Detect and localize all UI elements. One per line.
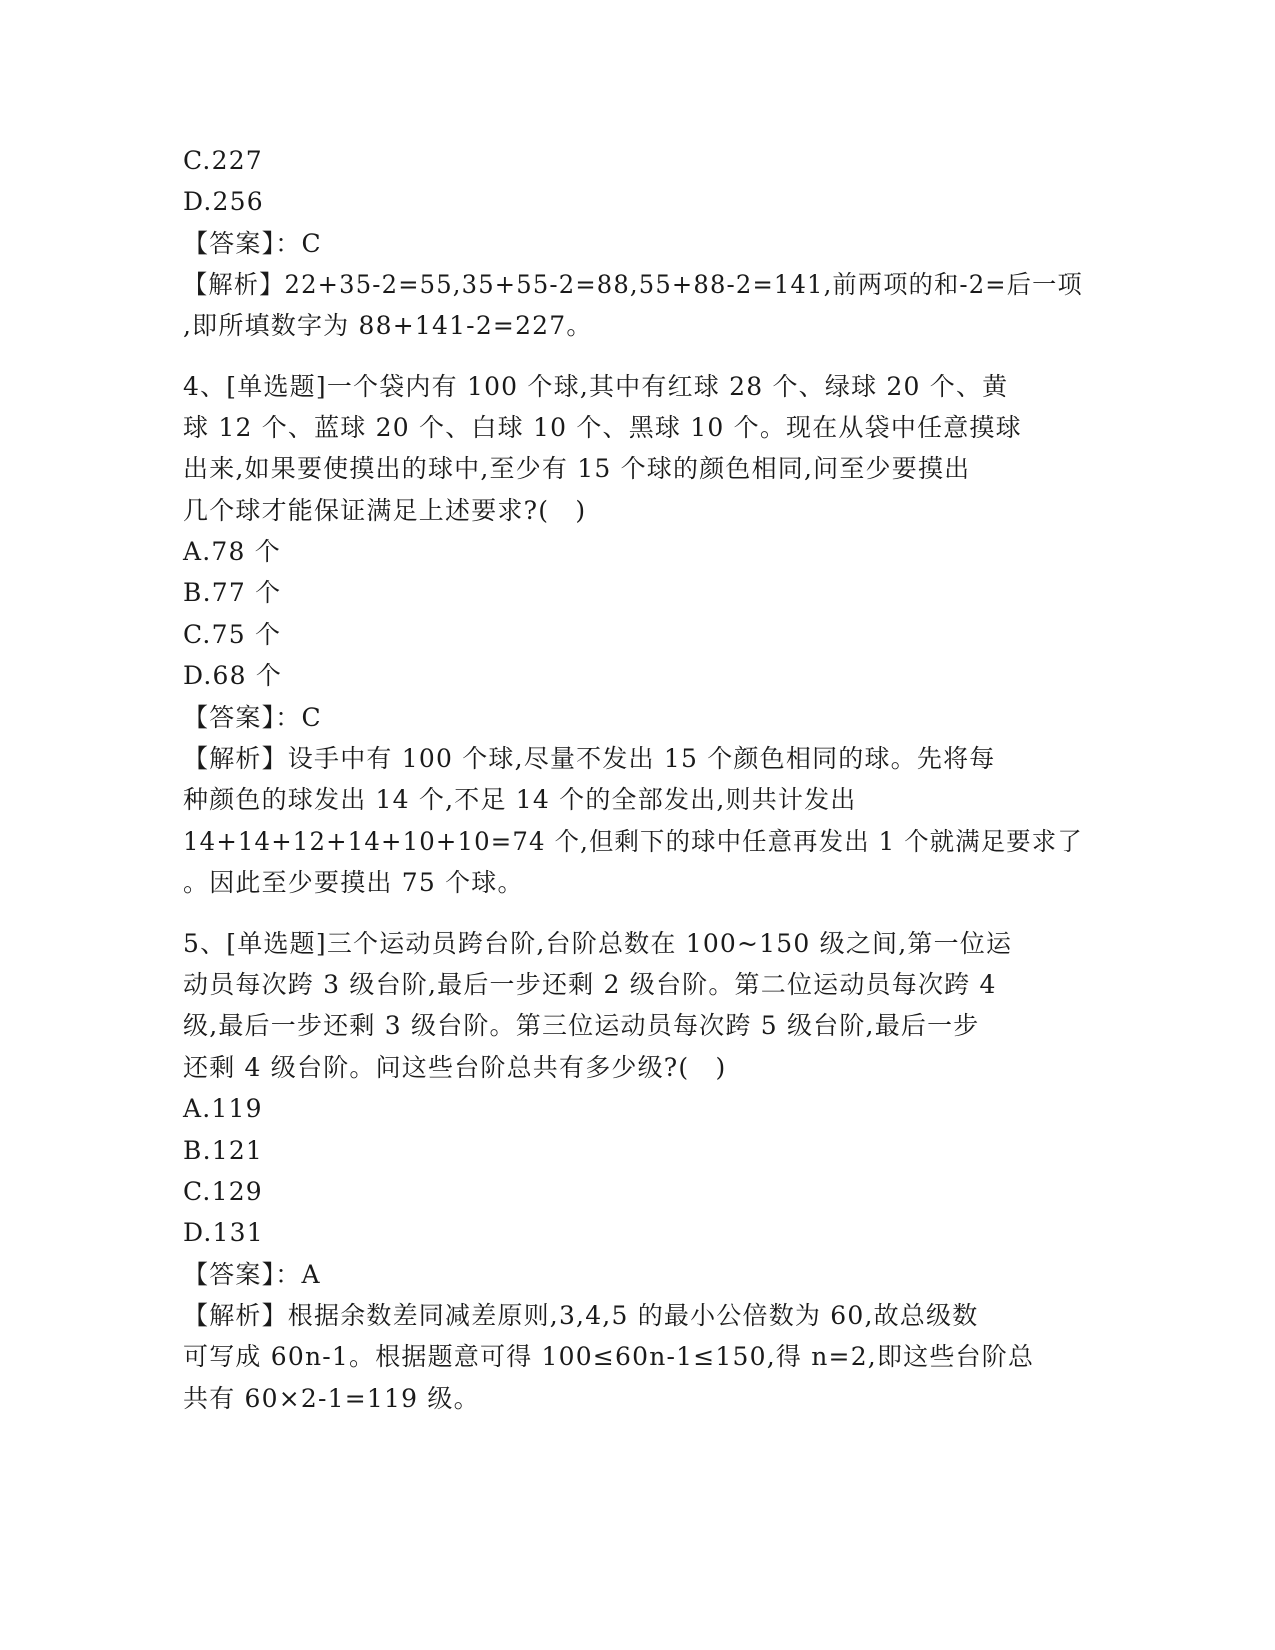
q4-analysis-line: 种颜色的球发出 14 个,不足 14 个的全部发出,则共计发出 — [183, 785, 857, 814]
q4-option-a: A.78 个 — [183, 537, 281, 566]
q5-stem-line: 还剩 4 级台阶。问这些台阶总共有多少级?( ) — [183, 1053, 727, 1082]
q5-analysis-line: 【解析】根据余数差同减差原则,3,4,5 的最小公倍数为 60,故总级数 — [183, 1301, 979, 1330]
q3-option-d: D.256 — [183, 187, 264, 216]
q4-stem-line: 球 12 个、蓝球 20 个、白球 10 个、黑球 10 个。现在从袋中任意摸球 — [183, 413, 1022, 442]
q5-stem-line: 5、[单选题]三个运动员跨台阶,台阶总数在 100~150 级之间,第一位运 — [183, 929, 1013, 958]
q3-option-c: C.227 — [183, 146, 263, 175]
q4-option-d: D.68 个 — [183, 661, 283, 690]
q5-option-b: B.121 — [183, 1136, 264, 1165]
q5-option-a: A.119 — [183, 1094, 263, 1123]
q5-answer: 【答案】：A — [183, 1260, 321, 1289]
q4-stem-line: 出来,如果要使摸出的球中,至少有 15 个球的颜色相同,问至少要摸出 — [183, 454, 971, 483]
q5-stem-line: 动员每次跨 3 级台阶,最后一步还剩 2 级台阶。第二位运动员每次跨 4 — [183, 970, 997, 999]
q3-analysis-line: 【解析】22+35-2=55,35+55-2=88,55+88-2=141,前两项的和-2=后一项 — [183, 270, 1083, 299]
q4-option-b: B.77 个 — [183, 578, 282, 607]
q4-analysis-line: 【解析】设手中有 100 个球,尽量不发出 15 个颜色相同的球。先将每 — [183, 744, 996, 773]
q4-stem-line: 4、[单选题]一个袋内有 100 个球,其中有红球 28 个、绿球 20 个、黄 — [183, 372, 1009, 401]
q5-analysis-line: 可写成 60n-1。根据题意可得 100≤60n-1≤150,得 n=2,即这些台阶总 — [183, 1342, 1035, 1371]
q4-answer: 【答案】：C — [183, 703, 322, 732]
q5-stem-line: 级,最后一步还剩 3 级台阶。第三位运动员每次跨 5 级台阶,最后一步 — [183, 1011, 980, 1040]
q5-option-c: C.129 — [183, 1177, 263, 1206]
q4-option-c: C.75 个 — [183, 620, 282, 649]
q5-option-d: D.131 — [183, 1218, 264, 1247]
q4-analysis-line: 14+14+12+14+10+10=74 个,但剩下的球中任意再发出 1 个就满足要求了 — [183, 827, 1083, 856]
q5-analysis-line: 共有 60×2-1=119 级。 — [183, 1384, 480, 1413]
q3-analysis-line: ,即所填数字为 88+141-2=227。 — [183, 311, 593, 340]
q4-analysis-line: 。因此至少要摸出 75 个球。 — [183, 868, 524, 897]
q4-stem-line: 几个球才能保证满足上述要求?( ) — [183, 496, 587, 525]
q3-answer: 【答案】：C — [183, 229, 322, 258]
